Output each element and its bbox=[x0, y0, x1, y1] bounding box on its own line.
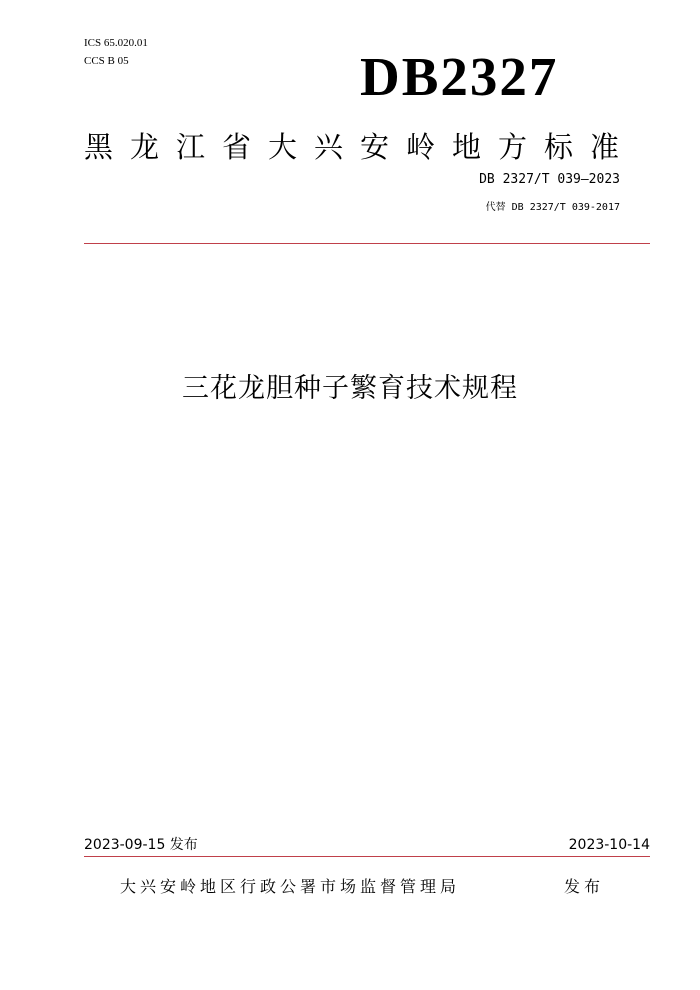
issue-date: 2023-09-15 发布 bbox=[84, 837, 198, 853]
standard-category-title: 黑龙江省大兴安岭地方标准 bbox=[84, 130, 637, 164]
ics-code: ICS 65.020.01 bbox=[84, 37, 148, 49]
implementation-date: 2023-10-14 bbox=[568, 837, 650, 853]
bottom-divider bbox=[84, 856, 650, 857]
publish-label: 发布 bbox=[564, 877, 605, 896]
standard-code-large: DB2327 bbox=[360, 46, 559, 107]
ccs-code: CCS B 05 bbox=[84, 55, 129, 67]
standard-number: DB 2327/T 039—2023 bbox=[479, 172, 620, 187]
document-title: 三花龙胆种子繁育技术规程 bbox=[182, 373, 518, 404]
top-divider bbox=[84, 243, 650, 244]
replaces-standard: 代替 DB 2327/T 039-2017 bbox=[485, 202, 620, 213]
publisher-name: 大兴安岭地区行政公署市场监督管理局 bbox=[120, 877, 461, 896]
